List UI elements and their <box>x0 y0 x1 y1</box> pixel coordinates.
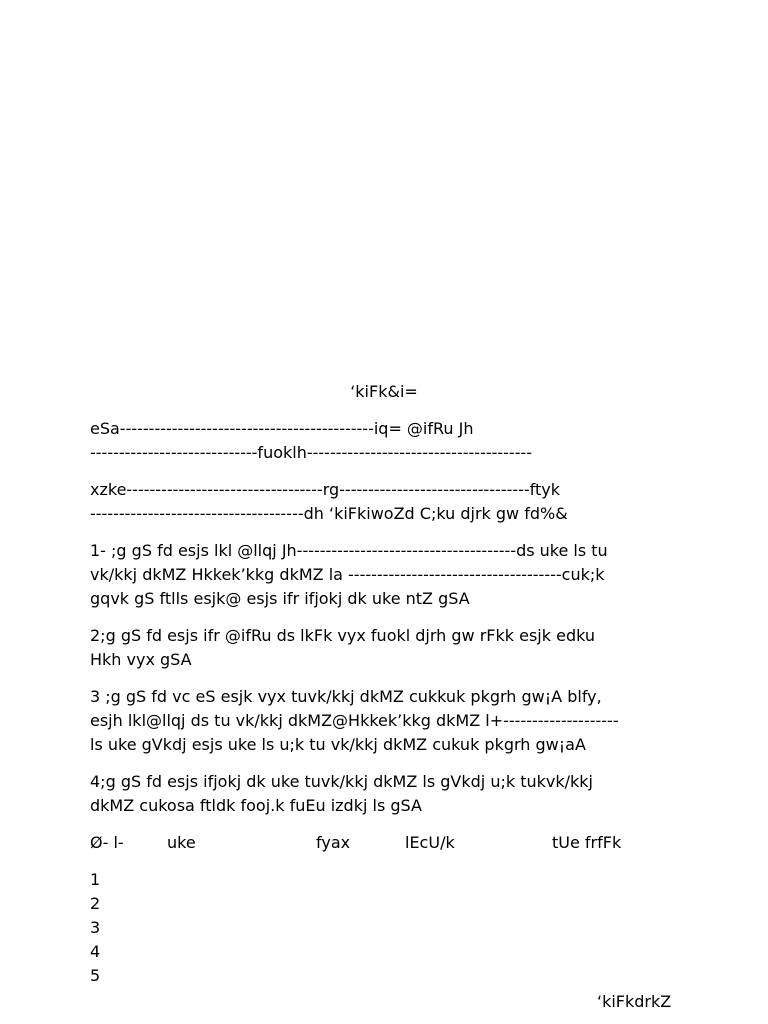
paragraph-line: vk/kkj dkMZ Hkkek’kkg dkMZ la -------------------------------------cuk;k <box>90 565 605 584</box>
paragraph-2 <box>90 624 690 672</box>
paragraph-3 <box>90 685 690 757</box>
paragraph-4 <box>90 770 690 818</box>
table-row: 4 <box>90 942 101 961</box>
header-line: -------------------------------------dh ‘kiFkiwoZd C;ku djrk gw fd%& <box>90 504 568 523</box>
paragraph-line: 2;g gS fd esjs ifr @ifRu ds lkFk vyx fuokl djrh gw rFkk esjk edku <box>90 626 596 645</box>
table-row: 1 <box>90 870 101 889</box>
table-header-row <box>90 831 690 855</box>
table-row: 5 <box>90 966 101 985</box>
document-content <box>90 417 690 988</box>
table-row: 3 <box>90 918 101 937</box>
header-line: xzke----------------------------------rg---------------------------------ftyk <box>90 480 561 499</box>
header-line: -----------------------------fuoklh--------------------------------------- <box>90 443 533 462</box>
paragraph-line: 4;g gS fd esjs ifjokj dk uke tuvk/kkj dkMZ ls gVkdj u;k tukvk/kkj <box>90 772 593 791</box>
table-row: 2 <box>90 894 101 913</box>
table-header-dob: tUe frfFk <box>552 833 622 852</box>
table-header-relation: lEcU/k <box>405 833 455 852</box>
paragraph-line: ls uke gVkdj esjs uke ls u;k tu vk/kkj dkMZ cukuk pkgrh gw¡aA <box>90 735 586 754</box>
paragraph-line: 1- ;g gS fd esjs lkl @llqj Jh--------------------------------------ds uke ls tu <box>90 541 608 560</box>
paragraph-line: gqvk gS ftlls esjk@ esjs ifr ifjokj dk uke ntZ gSA <box>90 589 470 608</box>
document-title: ‘kiFk&i= <box>350 382 418 401</box>
table-header-serial: Ø- l- <box>90 833 124 852</box>
table-header-name: uke <box>167 833 196 852</box>
header-block-1 <box>90 417 690 465</box>
header-line: eSa--------------------------------------------iq= @ifRu Jh <box>90 419 474 438</box>
paragraph-1 <box>90 539 690 611</box>
signature-label: ‘kiFkdrkZ <box>597 992 672 1011</box>
paragraph-line: esjh lkl@llqj ds tu vk/kkj dkMZ@Hkkek’kkg dkMZ l+-------------------- <box>90 711 619 730</box>
paragraph-line: 3 ;g gS fd vc eS esjk vyx tuvk/kkj dkMZ cukkuk pkgrh gw¡A blfy, <box>90 687 602 706</box>
paragraph-line: Hkh vyx gSA <box>90 650 192 669</box>
table-rows <box>90 868 690 988</box>
paragraph-line: dkMZ cukosa ftldk fooj.k fuEu izdkj ls gSA <box>90 796 422 815</box>
table-header-gender: fyax <box>316 833 351 852</box>
header-block-2 <box>90 478 690 526</box>
